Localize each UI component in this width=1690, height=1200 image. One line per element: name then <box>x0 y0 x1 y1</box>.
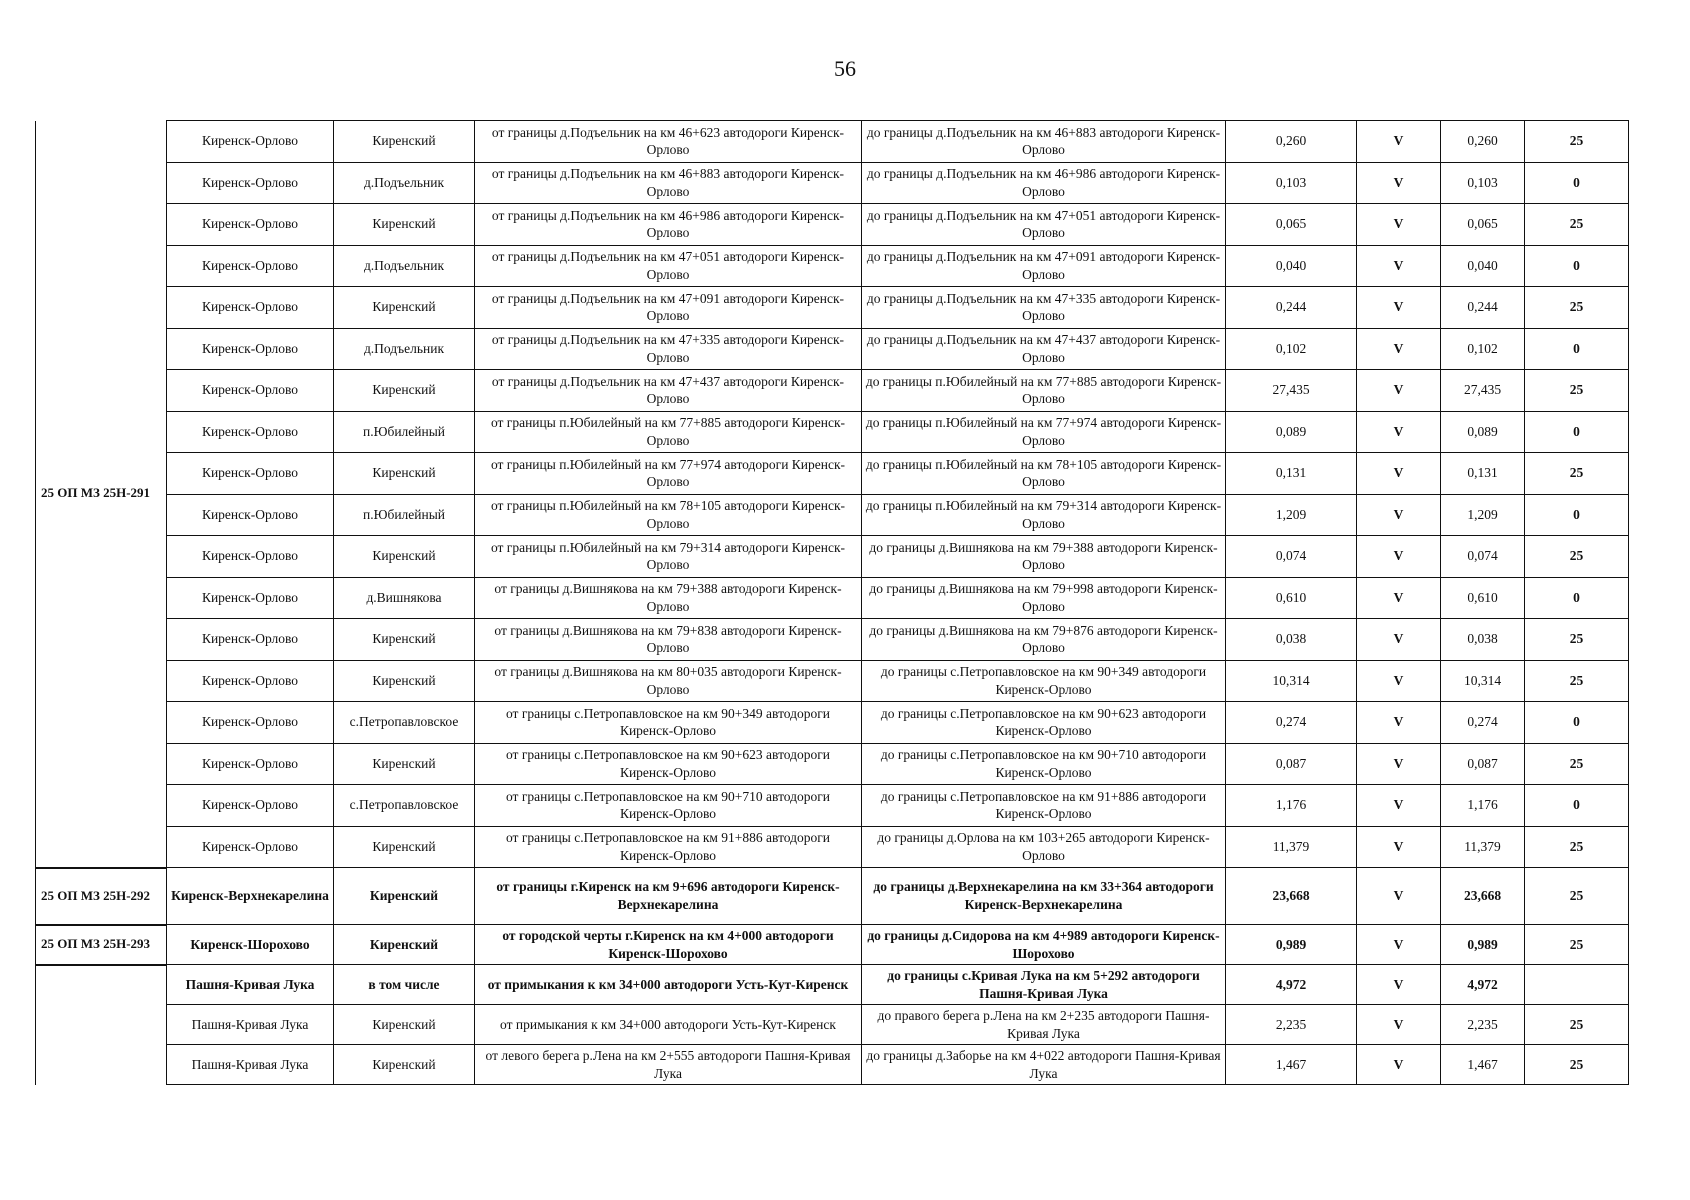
end-point-cell: до границы с.Петропавловское на км 90+623 автодороги Киренск-Орлово <box>862 702 1226 744</box>
speed-cell: 25 <box>1525 868 1629 925</box>
district-cell: п.Юбилейный <box>334 494 475 536</box>
start-point-cell: от границы д.Подъельник на км 47+437 автодороги Киренск-Орлово <box>475 370 862 412</box>
end-point-cell: до границы д.Орлова на км 103+265 автодороги Киренск-Орлово <box>862 826 1226 868</box>
road-name-cell: Киренск-Орлово <box>167 619 334 661</box>
table-row <box>36 577 1629 619</box>
category-cell: V <box>1357 328 1441 370</box>
district-cell: Киренский <box>334 204 475 246</box>
start-point-cell: от границы п.Юбилейный на км 77+974 автодороги Киренск-Орлово <box>475 453 862 495</box>
length-total-cell: 0,131 <box>1441 453 1525 495</box>
end-point-cell: до границы с.Петропавловское на км 90+710 автодороги Киренск-Орлово <box>862 743 1226 785</box>
speed-cell: 25 <box>1525 743 1629 785</box>
category-cell: V <box>1357 965 1441 1005</box>
road-name-cell: Киренск-Орлово <box>167 826 334 868</box>
road-name-cell: Киренск-Шорохово <box>167 925 334 965</box>
district-cell: Киренский <box>334 121 475 163</box>
district-cell: Киренский <box>334 370 475 412</box>
length-total-cell: 11,379 <box>1441 826 1525 868</box>
district-cell: Киренский <box>334 660 475 702</box>
start-point-cell: от границы д.Подъельник на км 47+051 автодороги Киренск-Орлово <box>475 245 862 287</box>
start-point-cell: от границы д.Подъельник на км 46+883 автодороги Киренск-Орлово <box>475 162 862 204</box>
speed-cell: 0 <box>1525 245 1629 287</box>
speed-cell: 25 <box>1525 826 1629 868</box>
speed-cell: 0 <box>1525 785 1629 827</box>
speed-cell: 0 <box>1525 702 1629 744</box>
end-point-cell: до границы д.Подъельник на км 47+437 автодороги Киренск-Орлово <box>862 328 1226 370</box>
district-cell: д.Вишнякова <box>334 577 475 619</box>
road-name-cell: Киренск-Орлово <box>167 328 334 370</box>
speed-cell: 25 <box>1525 1005 1629 1045</box>
length-cell: 1,467 <box>1226 1045 1357 1085</box>
road-name-cell: Киренск-Орлово <box>167 577 334 619</box>
end-point-cell: до границы д.Подъельник на км 47+051 автодороги Киренск-Орлово <box>862 204 1226 246</box>
table-row <box>36 245 1629 287</box>
district-cell: Киренский <box>334 868 475 925</box>
start-point-cell: от границы с.Петропавловское на км 91+886 автодороги Киренск-Орлово <box>475 826 862 868</box>
category-cell: V <box>1357 925 1441 965</box>
table-row <box>36 494 1629 536</box>
category-cell: V <box>1357 1005 1441 1045</box>
district-cell: в том числе <box>334 965 475 1005</box>
category-cell: V <box>1357 453 1441 495</box>
start-point-cell: от границы п.Юбилейный на км 79+314 автодороги Киренск-Орлово <box>475 536 862 578</box>
end-point-cell: до границы д.Подъельник на км 47+091 автодороги Киренск-Орлово <box>862 245 1226 287</box>
speed-cell: 0 <box>1525 328 1629 370</box>
length-cell: 0,260 <box>1226 121 1357 163</box>
category-cell: V <box>1357 204 1441 246</box>
table-row <box>36 1045 1629 1085</box>
district-cell: д.Подъельник <box>334 162 475 204</box>
district-cell: с.Петропавловское <box>334 702 475 744</box>
end-point-cell: до границы д.Вишнякова на км 79+876 автодороги Киренск-Орлово <box>862 619 1226 661</box>
length-total-cell: 0,038 <box>1441 619 1525 661</box>
roads-table <box>35 120 1629 1085</box>
category-cell: V <box>1357 245 1441 287</box>
district-cell: Киренский <box>334 536 475 578</box>
table-row <box>36 121 1629 163</box>
road-code-cell: 25 ОП МЗ 25Н-291 <box>36 121 167 868</box>
end-point-cell: до границы с.Кривая Лука на км 5+292 автодороги Пашня-Кривая Лука <box>862 965 1226 1005</box>
speed-cell: 25 <box>1525 619 1629 661</box>
road-name-cell: Киренск-Орлово <box>167 536 334 578</box>
table-row <box>36 965 1629 1005</box>
length-total-cell: 1,209 <box>1441 494 1525 536</box>
end-point-cell: до правого берега р.Лена на км 2+235 автодороги Пашня-Кривая Лука <box>862 1005 1226 1045</box>
start-point-cell: от границы с.Петропавловское на км 90+349 автодороги Киренск-Орлово <box>475 702 862 744</box>
length-cell: 0,274 <box>1226 702 1357 744</box>
category-cell: V <box>1357 287 1441 329</box>
length-cell: 4,972 <box>1226 965 1357 1005</box>
speed-cell: 25 <box>1525 453 1629 495</box>
road-name-cell: Киренск-Орлово <box>167 702 334 744</box>
start-point-cell: от границы г.Киренск на км 9+696 автодороги Киренск-Верхнекарелина <box>475 868 862 925</box>
end-point-cell: до границы п.Юбилейный на км 77+885 автодороги Киренск-Орлово <box>862 370 1226 412</box>
speed-cell: 25 <box>1525 370 1629 412</box>
start-point-cell: от городской черты г.Киренск на км 4+000 автодороги Киренск-Шорохово <box>475 925 862 965</box>
end-point-cell: до границы д.Подъельник на км 46+883 автодороги Киренск-Орлово <box>862 121 1226 163</box>
length-total-cell: 0,074 <box>1441 536 1525 578</box>
speed-cell: 0 <box>1525 411 1629 453</box>
table-row <box>36 162 1629 204</box>
district-cell: Киренский <box>334 925 475 965</box>
length-total-cell: 23,668 <box>1441 868 1525 925</box>
length-total-cell: 10,314 <box>1441 660 1525 702</box>
speed-cell: 25 <box>1525 536 1629 578</box>
length-total-cell: 0,989 <box>1441 925 1525 965</box>
district-cell: Киренский <box>334 287 475 329</box>
table-row <box>36 743 1629 785</box>
road-name-cell: Киренск-Орлово <box>167 245 334 287</box>
end-point-cell: до границы п.Юбилейный на км 78+105 автодороги Киренск-Орлово <box>862 453 1226 495</box>
start-point-cell: от левого берега р.Лена на км 2+555 автодороги Пашня-Кривая Лука <box>475 1045 862 1085</box>
length-total-cell: 0,040 <box>1441 245 1525 287</box>
length-cell: 0,131 <box>1226 453 1357 495</box>
length-cell: 0,103 <box>1226 162 1357 204</box>
category-cell: V <box>1357 743 1441 785</box>
start-point-cell: от границы д.Вишнякова на км 79+388 автодороги Киренск-Орлово <box>475 577 862 619</box>
speed-cell: 0 <box>1525 162 1629 204</box>
district-cell: д.Подъельник <box>334 328 475 370</box>
length-total-cell: 0,610 <box>1441 577 1525 619</box>
start-point-cell: от границы с.Петропавловское на км 90+623 автодороги Киренск-Орлово <box>475 743 862 785</box>
length-cell: 10,314 <box>1226 660 1357 702</box>
start-point-cell: от примыкания к км 34+000 автодороги Усть-Кут-Киренск <box>475 1005 862 1045</box>
district-cell: Киренский <box>334 619 475 661</box>
length-total-cell: 0,102 <box>1441 328 1525 370</box>
length-cell: 11,379 <box>1226 826 1357 868</box>
start-point-cell: от границы д.Вишнякова на км 79+838 автодороги Киренск-Орлово <box>475 619 862 661</box>
end-point-cell: до границы с.Петропавловское на км 90+349 автодороги Киренск-Орлово <box>862 660 1226 702</box>
length-total-cell: 0,260 <box>1441 121 1525 163</box>
road-name-cell: Киренск-Орлово <box>167 660 334 702</box>
length-total-cell: 0,103 <box>1441 162 1525 204</box>
length-cell: 2,235 <box>1226 1005 1357 1045</box>
category-cell: V <box>1357 121 1441 163</box>
category-cell: V <box>1357 494 1441 536</box>
table-row <box>36 287 1629 329</box>
table-row <box>36 660 1629 702</box>
road-name-cell: Киренск-Орлово <box>167 453 334 495</box>
category-cell: V <box>1357 370 1441 412</box>
end-point-cell: до границы д.Вишнякова на км 79+388 автодороги Киренск-Орлово <box>862 536 1226 578</box>
speed-cell: 25 <box>1525 925 1629 965</box>
length-cell: 0,065 <box>1226 204 1357 246</box>
length-total-cell: 1,176 <box>1441 785 1525 827</box>
road-name-cell: Киренск-Орлово <box>167 204 334 246</box>
length-cell: 0,989 <box>1226 925 1357 965</box>
length-total-cell: 4,972 <box>1441 965 1525 1005</box>
speed-cell: 0 <box>1525 494 1629 536</box>
length-total-cell: 0,274 <box>1441 702 1525 744</box>
end-point-cell: до границы д.Верхнекарелина на км 33+364 автодороги Киренск-Верхнекарелина <box>862 868 1226 925</box>
district-cell: Киренский <box>334 453 475 495</box>
speed-cell: 25 <box>1525 287 1629 329</box>
road-name-cell: Киренск-Орлово <box>167 287 334 329</box>
start-point-cell: от границы д.Подъельник на км 47+091 автодороги Киренск-Орлово <box>475 287 862 329</box>
road-name-cell: Киренск-Орлово <box>167 743 334 785</box>
road-name-cell: Киренск-Орлово <box>167 162 334 204</box>
table-row <box>36 328 1629 370</box>
end-point-cell: до границы д.Подъельник на км 46+986 автодороги Киренск-Орлово <box>862 162 1226 204</box>
table-row <box>36 702 1629 744</box>
length-cell: 23,668 <box>1226 868 1357 925</box>
length-cell: 1,176 <box>1226 785 1357 827</box>
district-cell: п.Юбилейный <box>334 411 475 453</box>
length-total-cell: 0,065 <box>1441 204 1525 246</box>
category-cell: V <box>1357 660 1441 702</box>
start-point-cell: от границы п.Юбилейный на км 77+885 автодороги Киренск-Орлово <box>475 411 862 453</box>
road-name-cell: Киренск-Орлово <box>167 411 334 453</box>
table-row <box>36 536 1629 578</box>
road-code-cell <box>36 965 167 1085</box>
length-cell: 0,610 <box>1226 577 1357 619</box>
length-cell: 0,040 <box>1226 245 1357 287</box>
category-cell: V <box>1357 536 1441 578</box>
end-point-cell: до границы с.Петропавловское на км 91+886 автодороги Киренск-Орлово <box>862 785 1226 827</box>
road-code-cell: 25 ОП МЗ 25Н-292 <box>36 868 167 925</box>
road-name-cell: Киренск-Орлово <box>167 494 334 536</box>
length-total-cell: 2,235 <box>1441 1005 1525 1045</box>
road-name-cell: Киренск-Верхнекарелина <box>167 868 334 925</box>
district-cell: с.Петропавловское <box>334 785 475 827</box>
category-cell: V <box>1357 785 1441 827</box>
length-cell: 0,074 <box>1226 536 1357 578</box>
length-cell: 0,089 <box>1226 411 1357 453</box>
road-name-cell: Киренск-Орлово <box>167 785 334 827</box>
category-cell: V <box>1357 826 1441 868</box>
start-point-cell: от границы д.Вишнякова на км 80+035 автодороги Киренск-Орлово <box>475 660 862 702</box>
table-row <box>36 453 1629 495</box>
end-point-cell: до границы д.Сидорова на км 4+989 автодороги Киренск-Шорохово <box>862 925 1226 965</box>
length-cell: 0,038 <box>1226 619 1357 661</box>
speed-cell: 25 <box>1525 660 1629 702</box>
speed-cell: 25 <box>1525 1045 1629 1085</box>
category-cell: V <box>1357 577 1441 619</box>
start-point-cell: от границы д.Подъельник на км 46+986 автодороги Киренск-Орлово <box>475 204 862 246</box>
length-total-cell: 1,467 <box>1441 1045 1525 1085</box>
start-point-cell: от примыкания к км 34+000 автодороги Усть-Кут-Киренск <box>475 965 862 1005</box>
length-cell: 0,244 <box>1226 287 1357 329</box>
length-total-cell: 0,089 <box>1441 411 1525 453</box>
length-total-cell: 0,244 <box>1441 287 1525 329</box>
speed-cell: 25 <box>1525 121 1629 163</box>
start-point-cell: от границы д.Подъельник на км 46+623 автодороги Киренск-Орлово <box>475 121 862 163</box>
end-point-cell: до границы д.Вишнякова на км 79+998 автодороги Киренск-Орлово <box>862 577 1226 619</box>
road-name-cell: Пашня-Кривая Лука <box>167 1005 334 1045</box>
length-cell: 0,087 <box>1226 743 1357 785</box>
length-cell: 27,435 <box>1226 370 1357 412</box>
district-cell: Киренский <box>334 1045 475 1085</box>
start-point-cell: от границы д.Подъельник на км 47+335 автодороги Киренск-Орлово <box>475 328 862 370</box>
road-code-cell: 25 ОП МЗ 25Н-293 <box>36 925 167 965</box>
district-cell: Киренский <box>334 743 475 785</box>
table-row <box>36 411 1629 453</box>
end-point-cell: до границы д.Подъельник на км 47+335 автодороги Киренск-Орлово <box>862 287 1226 329</box>
length-total-cell: 27,435 <box>1441 370 1525 412</box>
table-row <box>36 785 1629 827</box>
table-row <box>36 868 1629 925</box>
table-row <box>36 826 1629 868</box>
page-number: 56 <box>834 56 856 81</box>
end-point-cell: до границы п.Юбилейный на км 77+974 автодороги Киренск-Орлово <box>862 411 1226 453</box>
road-name-cell: Киренск-Орлово <box>167 370 334 412</box>
category-cell: V <box>1357 868 1441 925</box>
table-row <box>36 370 1629 412</box>
category-cell: V <box>1357 162 1441 204</box>
table-row <box>36 925 1629 965</box>
length-cell: 0,102 <box>1226 328 1357 370</box>
length-cell: 1,209 <box>1226 494 1357 536</box>
table-row <box>36 619 1629 661</box>
district-cell: д.Подъельник <box>334 245 475 287</box>
speed-cell: 25 <box>1525 204 1629 246</box>
district-cell: Киренский <box>334 1005 475 1045</box>
category-cell: V <box>1357 619 1441 661</box>
road-name-cell: Киренск-Орлово <box>167 121 334 163</box>
district-cell: Киренский <box>334 826 475 868</box>
speed-cell <box>1525 965 1629 1005</box>
table-body <box>36 121 1629 1085</box>
speed-cell: 0 <box>1525 577 1629 619</box>
road-name-cell: Пашня-Кривая Лука <box>167 1045 334 1085</box>
start-point-cell: от границы с.Петропавловское на км 90+710 автодороги Киренск-Орлово <box>475 785 862 827</box>
road-name-cell: Пашня-Кривая Лука <box>167 965 334 1005</box>
table-row <box>36 204 1629 246</box>
end-point-cell: до границы п.Юбилейный на км 79+314 автодороги Киренск-Орлово <box>862 494 1226 536</box>
start-point-cell: от границы п.Юбилейный на км 78+105 автодороги Киренск-Орлово <box>475 494 862 536</box>
category-cell: V <box>1357 411 1441 453</box>
table-row <box>36 1005 1629 1045</box>
category-cell: V <box>1357 1045 1441 1085</box>
category-cell: V <box>1357 702 1441 744</box>
length-total-cell: 0,087 <box>1441 743 1525 785</box>
end-point-cell: до границы д.Заборье на км 4+022 автодороги Пашня-Кривая Лука <box>862 1045 1226 1085</box>
